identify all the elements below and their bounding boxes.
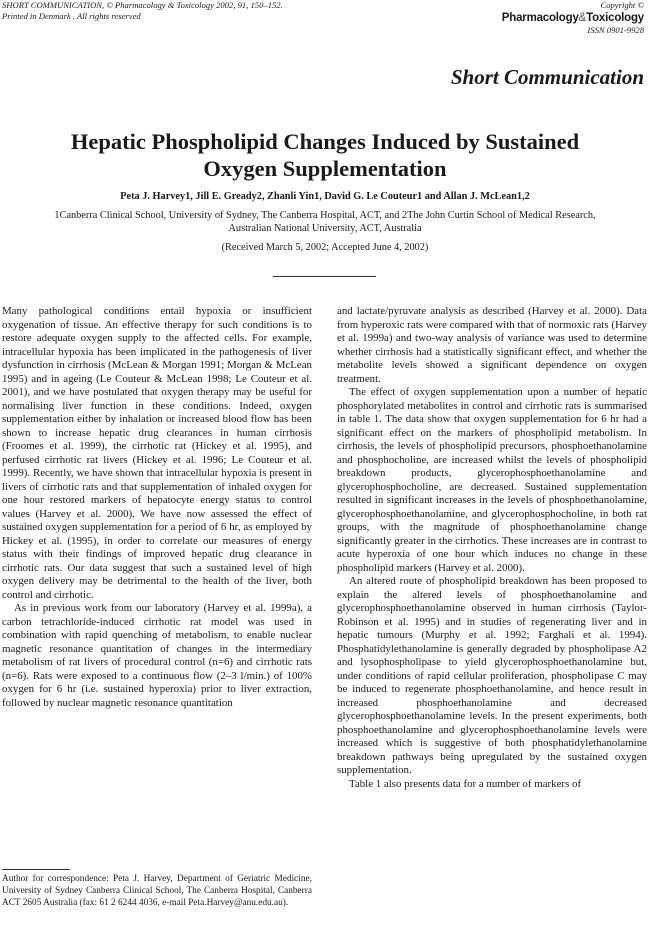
journal-citation: SHORT COMMUNICATION, © Pharmacology & Toxicology 2002, 91, 150–152. (2, 0, 283, 10)
paragraph: and lactate/pyruvate analysis as described (Harvey et al. 2000). Data from hyperoxic rats were compared with that of normoxic rats (Harvey et al. 1999a) and two-way analysis of variance was used to determine whether cirrhosis had a statistically significant effect, and whether the metabolite levels showed a significant dependence on oxygen treatment. (337, 305, 647, 385)
footnote-divider (2, 869, 70, 870)
title-divider (273, 276, 376, 277)
body-column-right (337, 305, 647, 791)
brand-word-pharmacology: Pharmacology (501, 12, 579, 24)
journal-masthead (502, 0, 644, 36)
article-title: Hepatic Phospholipid Changes Induced by Sustained Oxygen Supplementation (70, 129, 580, 181)
copyright-line: Copyright © (600, 0, 644, 10)
paragraph: Many pathological conditions entail hypoxia or insufficient oxygenation of tissue. An effective therapy for such conditions is to restore adequate oxygen supply to the affected cells. For example, intracellular hypoxia has been implicated in the pathogenesis of liver dysfunction in cirrhosis (McLean & Morgan 1991; Morgan & McLean 1995) and in ageing (Le Couteur & McLean 1998; Le Couteur et al. 2001), and we have postulated that oxygen therapy may be useful for normalising liver function in these conditions. Indeed, oxygen supplementation either by inhalation or increased blood flow has been shown to increase hepatic drug clearances in human cirrhosis (Froomes et al. 1999), the cirrhotic rat (Hickey et al. 1995), and perfused cirrhotic rat livers (Hickey et al. 1996; Le Couteur et al. 1999). Recently, we have shown that intracellular hypoxia is present in livers of cirrhotic rats and that supplementation of inhaled oxygen for one hour restored markers of hepatocyte energy status to control values (Harvey et al. 2000). We have now assessed the effect of sustained oxygen supplementation for a period of 6 hr, as employed by Hickey et al. (1995), in order to correlate our measures of energy status with their findings of improved hepatic drug clearance in cirrhotic rats. Our data suggest that such a sustained level of high oxygen delivery may be detrimental to the health of the liver, both control and cirrhotic. (2, 305, 312, 601)
body-column-left (2, 305, 312, 710)
paragraph: An altered route of phospholipid breakdown has been proposed to explain the altered levels of phosphoethanolamine and glycerophosphoethanolamine observed in human cirrhosis (Taylor-Robinson et al. 1995) and in studies of regenerating liver and in hepatic tumours (Murphy et al. 1992; Farghali et al. 1994). Phosphatidylethanolamine is generally degraded by phospholipase A2 and lysophospholipase to yield glycerophosphoethanolamine but, under conditions of rapid cellular proliferation, phospholipase C may be induced to regenerate phosphoethanolamine, and hence result in increased phosphoethanolamine and decreased glycerophosphoethanolamine levels. In the present experiments, both phosphoethanolamine and glycerophosphoethanolamine levels were increased which is suggestive of both phosphatidylethanolamine breakdown pathways being upregulated by the sustained oxygen supplementation. (337, 575, 647, 776)
section-label: Short Communication (450, 65, 644, 89)
author-list: Peta J. Harvey1, Jill E. Gready2, Zhanli Yin1, David G. Le Couteur1 and Allan J. McLean1,2 (120, 191, 530, 202)
paragraph: The effect of oxygen supplementation upon a number of hepatic phosphorylated metabolites in control and cirrhotic rats is summarised in table 1. The data show that oxygen supplementation for 6 hr had a significant effect on the markers of phospholipid metabolism. In cirrhosis, the levels of phospholipid precursors, phosphoethanolamine and phosphocholine, are increased whilst the levels of phospholipid breakdown products, glycerophosphoethanolamine and glycerophosphocholine, are decreased. Sustained supplementation resulted in significant increases in the levels of phosphoethanolamine, glycerophosphoethanolamine, and glycerophosphocholine, in both rat groups, with the magnitude of phosphoethanolamine change significantly greater in the cirrhotics. These increases are in contrast to acute hyperoxia of one hour which induces no change in these phospholipid markers (Harvey et al. 2000). (337, 386, 647, 574)
correspondence-footnote: Author for correspondence: Peta J. Harvey, Department of Geriatric Medicine, University of Sydney Canberra Clinical School, The Canberra Hospital, Canberra ACT 2605 Australia (fax: 61 2 6244 4036, e-mail Peta.Harvey@anu.edu.au). (2, 874, 312, 908)
issn-line: ISSN 0901-9928 (587, 25, 644, 35)
paragraph: Table 1 also presents data for a number of markers of (349, 777, 582, 790)
brand-ampersand: & (578, 12, 587, 24)
paragraph: As in previous work from our laboratory (Harvey et al. 1999a), a carbon tetrachloride-induced cirrhotic rat model was used in combination with rapid quenching of metabolism, to enable nuclear magnetic resonance quantitation of changes in the intermediary metabolism of rat livers of procedural control (n=6) and cirrhotic rats (n=6). Rats were exposed to a continuous flow (2–3 l/min.) of 100% oxygen for 6 hr (i.e. sustained hyperoxia) prior to liver extraction, followed by nuclear magnetic resonance quantitation (2, 602, 312, 709)
running-header (2, 0, 283, 22)
affiliations: 1Canberra Clinical School, University of Sydney, The Canberra Hospital, ACT, and 2The John Curtin School of Medical Research, Australian National University, ACT, Australia (54, 210, 596, 234)
received-dates: (Received March 5, 2002; Accepted June 4, 2002) (221, 242, 429, 253)
printed-notice: Printed in Denmark . All rights reserved (2, 11, 141, 21)
brand-word-toxicology: Toxicology (586, 12, 644, 24)
journal-brand (502, 11, 644, 25)
